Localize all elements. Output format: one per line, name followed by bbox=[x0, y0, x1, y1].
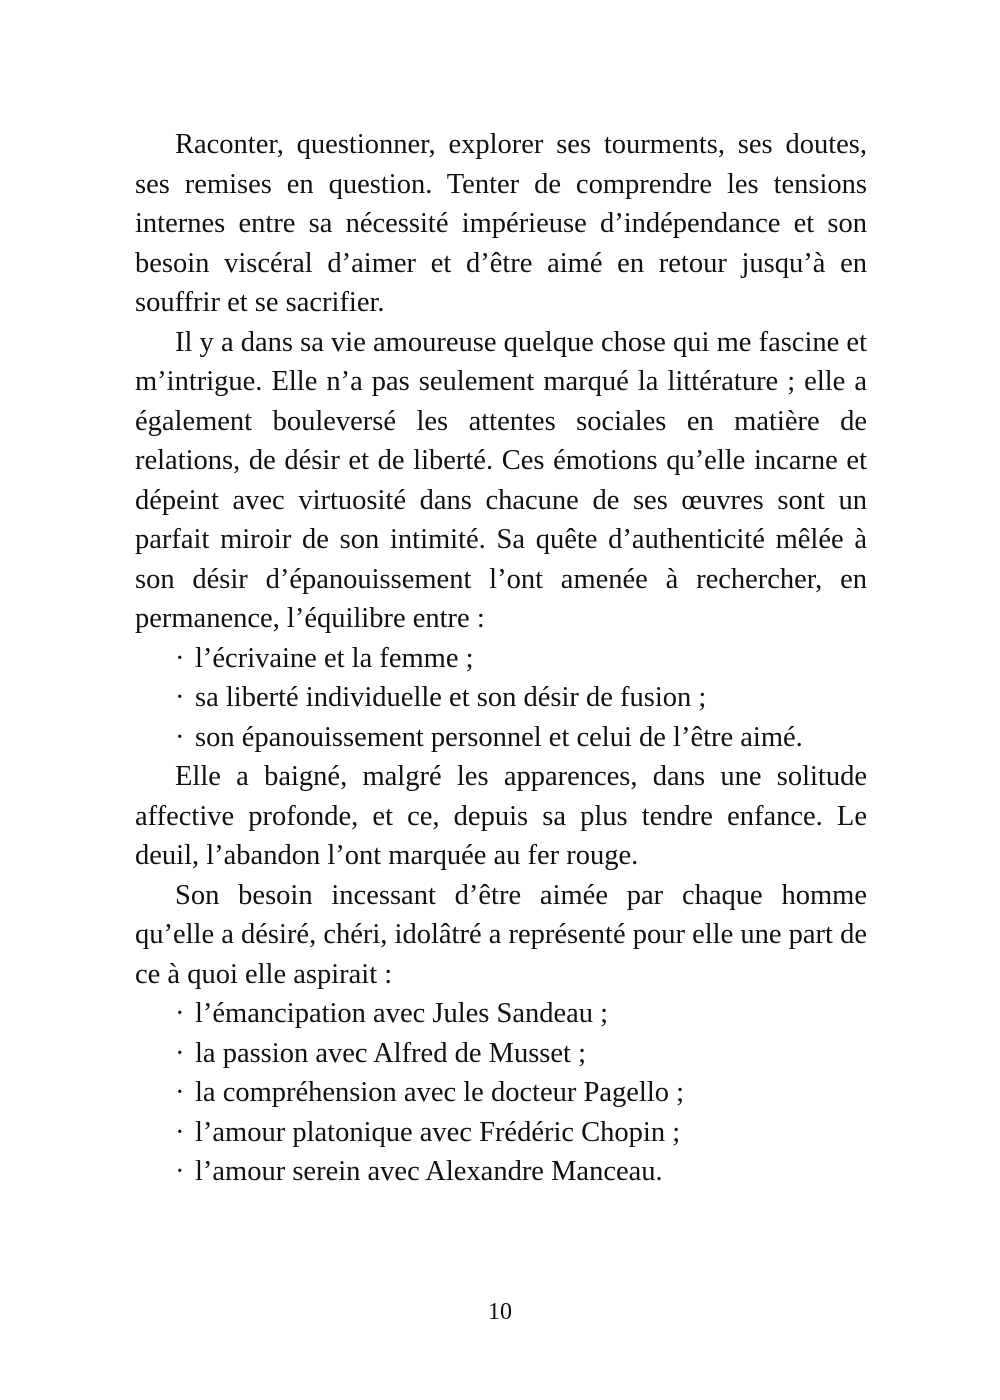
list-item bbox=[175, 1113, 867, 1153]
list-item bbox=[175, 1073, 867, 1113]
bullet-marker: · bbox=[175, 1077, 185, 1108]
bullet-marker: · bbox=[175, 1156, 185, 1187]
bullet-marker: · bbox=[175, 682, 185, 713]
list-item-text: l’écrivaine et la femme ; bbox=[195, 642, 474, 674]
bullet-marker: · bbox=[175, 1037, 185, 1069]
list-item-text: l’amour platonique avec Frédéric Chopin ; bbox=[195, 1116, 681, 1148]
list-item bbox=[175, 1034, 867, 1074]
list-item-text: sa liberté individuelle et son désir de fusion ; bbox=[195, 682, 707, 713]
bullet-marker: · bbox=[175, 721, 185, 753]
list-item bbox=[175, 1152, 867, 1192]
bullet-marker: · bbox=[175, 1116, 185, 1148]
page-body bbox=[135, 125, 867, 1192]
paragraph: Son besoin incessant d’être aimée par chaque homme qu’elle a désiré, chéri, idolâtré a représenté pour elle une part de ce à quoi elle aspirait : bbox=[135, 879, 867, 990]
page-number: 10 bbox=[488, 1299, 512, 1325]
bullet-marker: · bbox=[175, 642, 185, 674]
list-item bbox=[175, 994, 867, 1034]
list-item-text: l’amour serein avec Alexandre Manceau. bbox=[195, 1156, 663, 1187]
bullet-list-balance bbox=[135, 639, 867, 758]
list-item bbox=[175, 718, 867, 758]
paragraph: Elle a baigné, malgré les apparences, dans une solitude affective profonde, et ce, depuis sa plus tendre enfance. Le deuil, l’abandon l’ont marquée au fer rouge. bbox=[135, 761, 867, 871]
bullet-marker: · bbox=[175, 998, 185, 1029]
list-item-text: la passion avec Alfred de Musset ; bbox=[195, 1037, 586, 1069]
list-item bbox=[175, 678, 867, 718]
paragraph: Raconter, questionner, explorer ses tourments, ses doutes, ses remises en question. Tenter de comprendre les tensions internes entre sa nécessité impérieuse d’indépendance et son besoin viscéral d’aimer et d’être aimé en retour jusqu’à en souffrir et se sacrifier. bbox=[135, 129, 867, 318]
paragraph: Il y a dans sa vie amoureuse quelque chose qui me fascine et m’intrigue. Elle n’a pas seulement marqué la littérature ; elle a également bouleversé les attentes sociales en matière de relations, de désir et de liberté. Ces émotions qu’elle incarne et dépeint avec virtuosité dans chacune de ses œuvres sont un parfait miroir de son intimité. Sa quête d’authenticité mêlée à son désir d’épanouissement l’ont amenée à rechercher, en permanence, l’équilibre entre : bbox=[135, 326, 867, 634]
list-item-text: l’émancipation avec Jules Sandeau ; bbox=[195, 998, 609, 1029]
list-item-text: la compréhension avec le docteur Pagello ; bbox=[195, 1077, 685, 1108]
list-item bbox=[175, 639, 867, 679]
bullet-list-aspirations bbox=[135, 994, 867, 1192]
list-item-text: son épanouissement personnel et celui de l’être aimé. bbox=[195, 721, 803, 753]
